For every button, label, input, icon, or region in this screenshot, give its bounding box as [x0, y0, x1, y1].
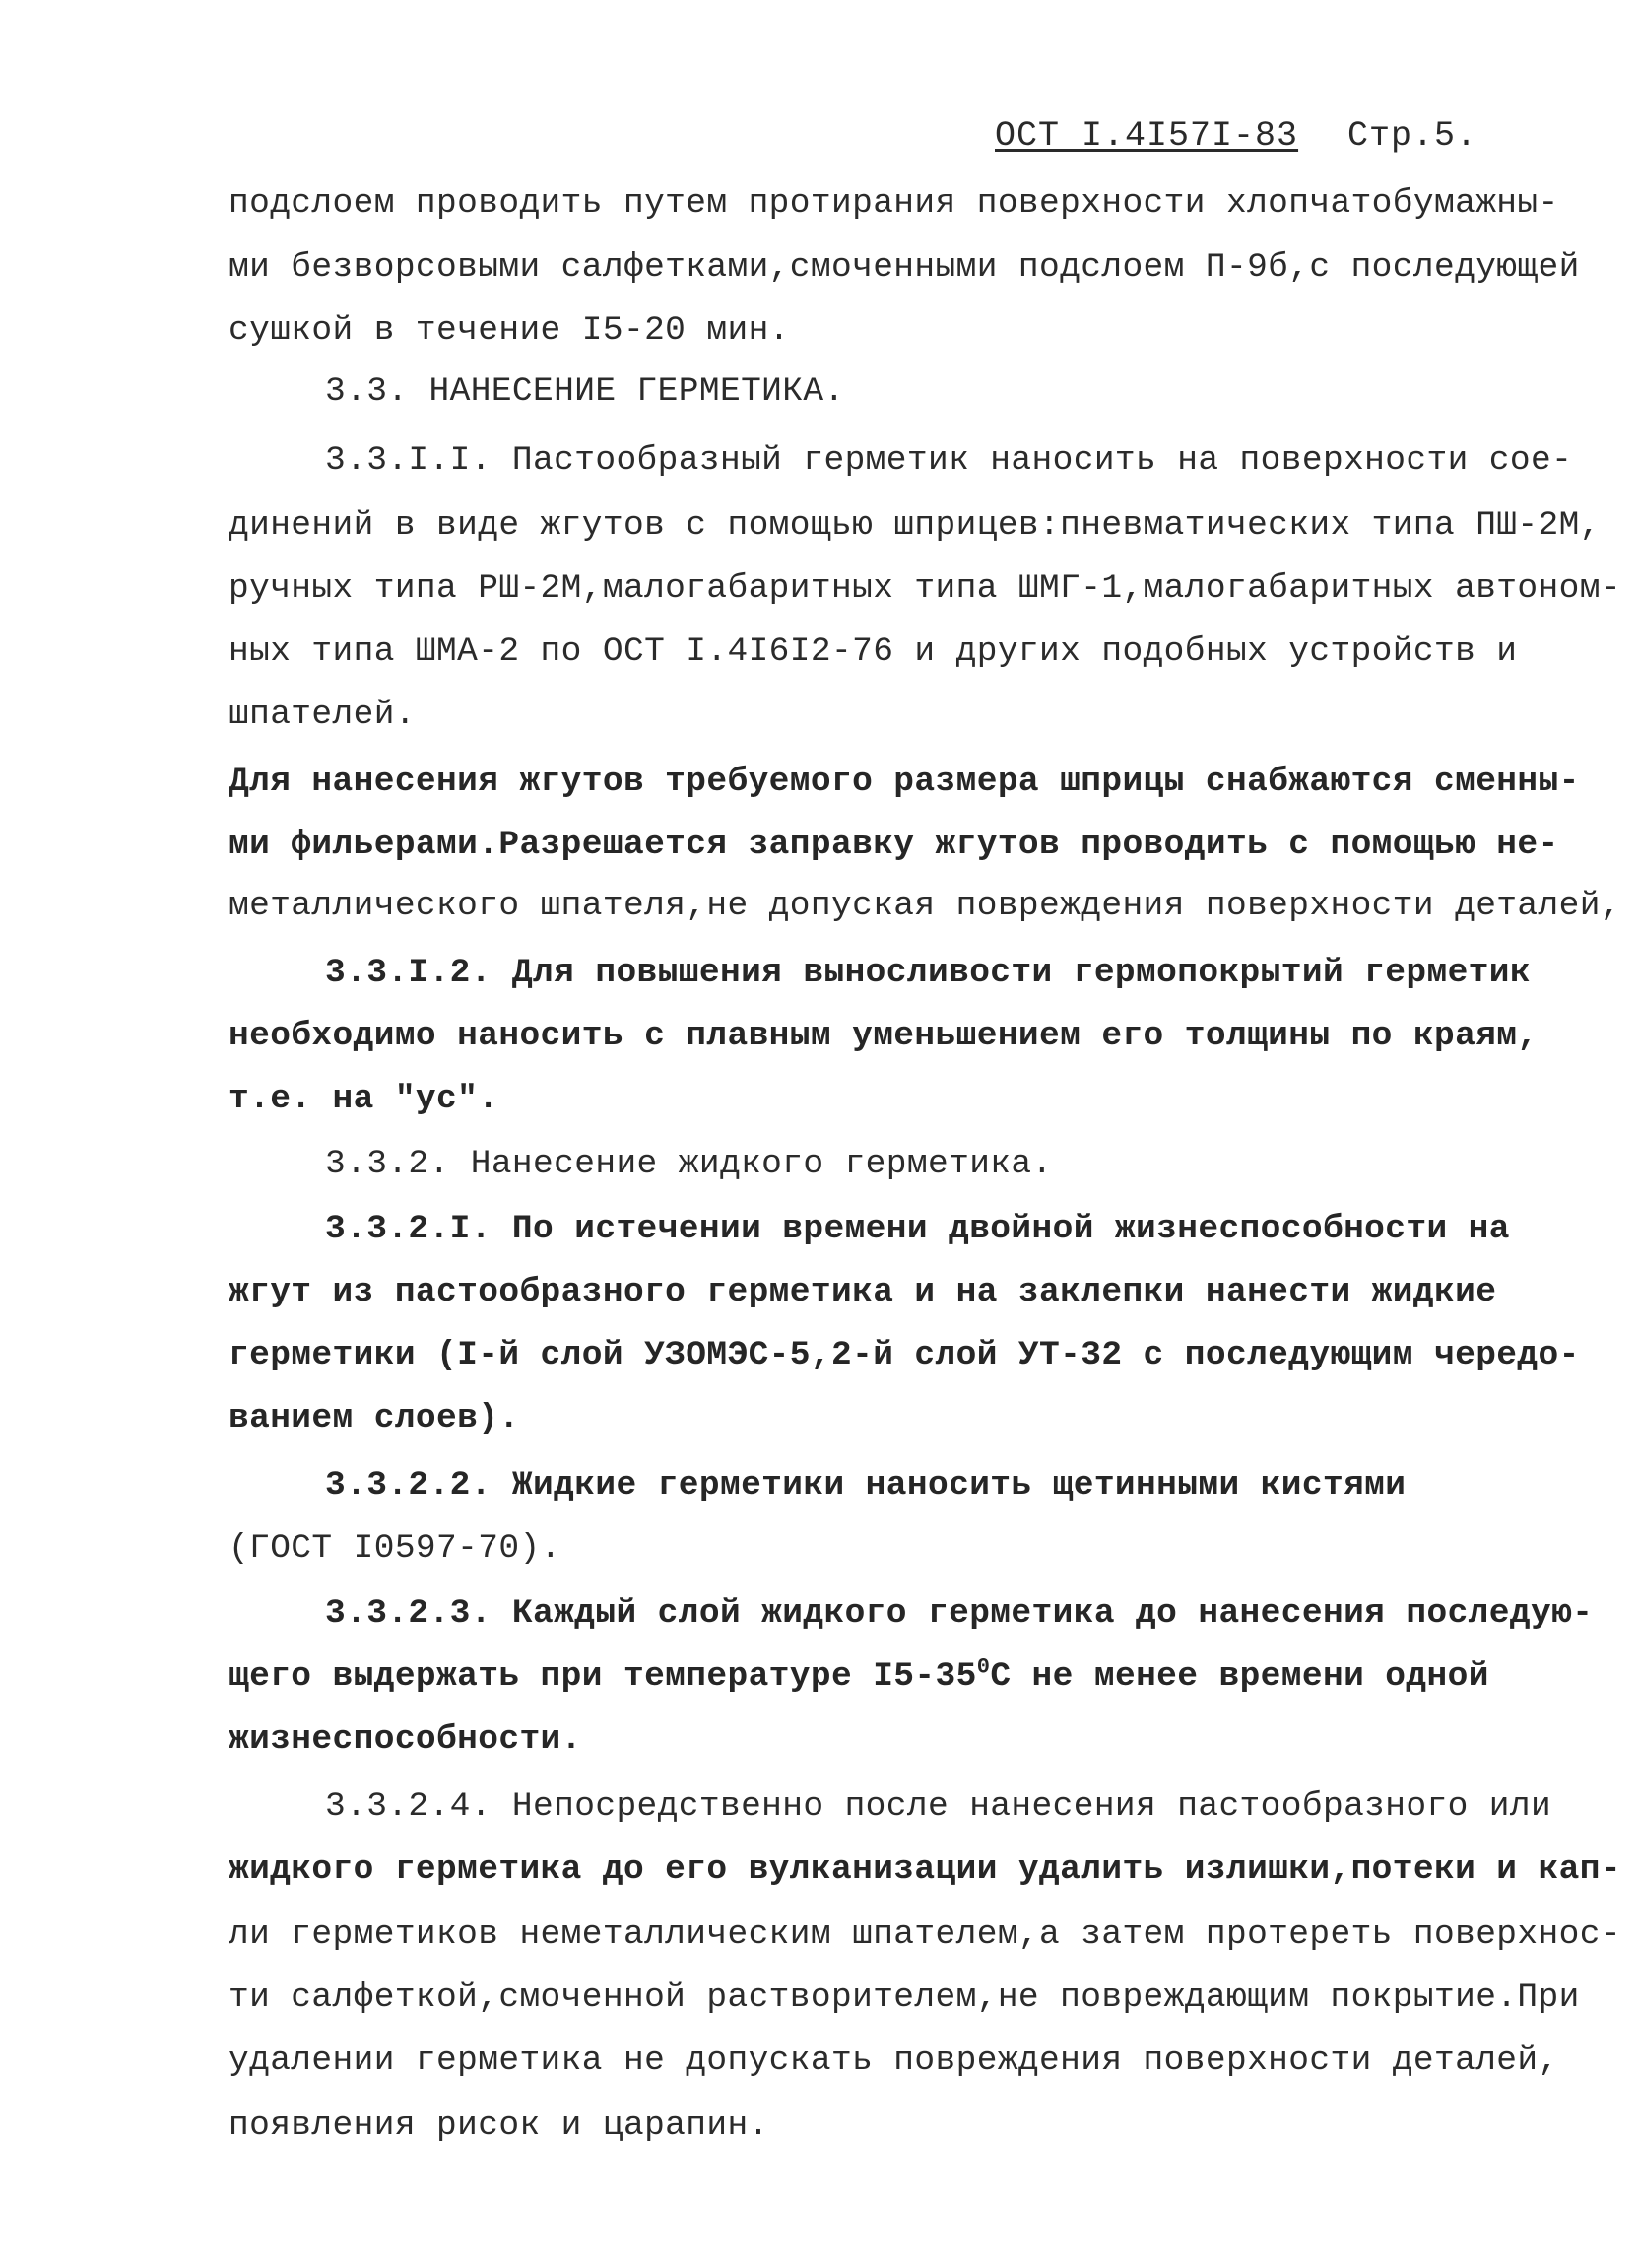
text-segment: щего выдержать при температуре I5-35	[229, 1657, 977, 1696]
text-line	[229, 1655, 1489, 1699]
text-line: металлического шпателя,не допуская повреждения поверхности деталей,	[229, 887, 1621, 925]
page-number: Стр.5.	[1347, 116, 1478, 156]
text-line: динений в виде жгутов с помощью шприцев:пневматических типа ПШ-2М,	[229, 506, 1601, 545]
text-line: 3.3.2.4. Непосредственно после нанесения пастообразного или	[325, 1787, 1552, 1826]
text-line: Для нанесения жгутов требуемого размера шприцы снабжаются сменны-	[229, 763, 1580, 801]
text-line: необходимо наносить с плавным уменьшением его толщины по краям,	[229, 1017, 1539, 1055]
text-line: 3.3.2.3. Каждый слой жидкого герметика до нанесения последую-	[325, 1594, 1594, 1633]
text-line: сушкой в течение I5-20 мин.	[229, 311, 790, 350]
text-line: удалении герметика не допускать повреждения поверхности деталей,	[229, 2041, 1559, 2080]
text-line: ти салфеткой,смоченной растворителем,не повреждающим покрытие.При	[229, 1978, 1580, 2017]
text-line: ручных типа РШ-2М,малогабаритных типа ШМГ-1,малогабаритных автоном-	[229, 569, 1621, 608]
degree-sign: 0	[976, 1654, 991, 1680]
text-line: ли герметиков неметаллическим шпателем,а затем протереть поверхнос-	[229, 1915, 1621, 1954]
section-heading: 3.3. НАНЕСЕНИЕ ГЕРМЕТИКА.	[325, 372, 845, 411]
text-line: герметики (I-й слой УЗОМЭС-5,2-й слой УТ-32 с последующим чередо-	[229, 1336, 1580, 1374]
text-line: т.е. на "ус".	[229, 1080, 499, 1118]
text-line: жгут из пастообразного герметика и на заклепки нанести жидкие	[229, 1273, 1497, 1311]
document-code: ОСТ I.4I57I-83	[995, 116, 1299, 156]
text-line: шпателей.	[229, 696, 416, 734]
text-line: (ГОСТ I0597-70).	[229, 1529, 561, 1568]
text-line: 3.3.2.2. Жидкие герметики наносить щетинными кистями	[325, 1466, 1407, 1504]
section-heading: 3.3.2. Нанесение жидкого герметика.	[325, 1145, 1053, 1183]
page-header	[995, 116, 1546, 166]
text-line: ми безворсовыми салфетками,смоченными подслоем П-9б,с последующей	[229, 248, 1580, 287]
text-line: жидкого герметика до его вулканизации удалить излишки,потеки и кап-	[229, 1850, 1621, 1889]
text-line: появления рисок и царапин.	[229, 2106, 769, 2145]
text-line: жизнеспособности.	[229, 1720, 582, 1759]
text-line: 3.3.2.I. По истечении времени двойной жизнеспособности на	[325, 1210, 1510, 1248]
text-line: ми фильерами.Разрешается заправку жгутов проводить с помощью не-	[229, 826, 1559, 864]
text-line: 3.3.I.I. Пастообразный герметик наносить на поверхности сое-	[325, 441, 1573, 480]
text-segment: С не менее времени одной	[990, 1657, 1489, 1696]
text-line: ных типа ШМА-2 по ОСТ I.4I6I2-76 и других подобных устройств и	[229, 633, 1518, 671]
text-line: 3.3.I.2. Для повышения выносливости гермопокрытий герметик	[325, 954, 1531, 992]
text-line: ванием слоев).	[229, 1399, 520, 1437]
text-line: подслоем проводить путем протирания поверхности хлопчатобумажны-	[229, 184, 1559, 223]
